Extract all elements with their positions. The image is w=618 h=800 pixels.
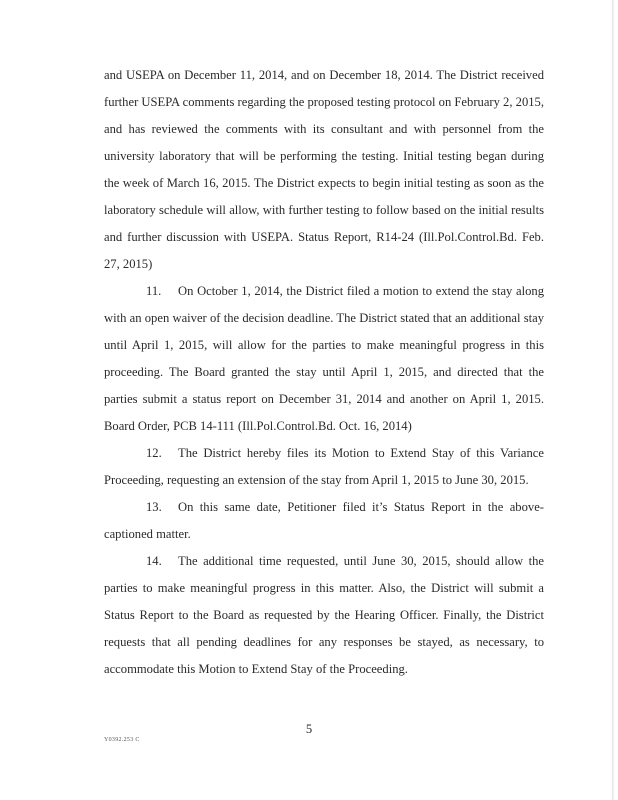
- document-code: Y0392.253 C: [104, 737, 140, 743]
- paragraph-14: [104, 548, 544, 683]
- paragraph-text: On October 1, 2014, the District filed a motion to extend the stay along with an open waiver of the decision deadline. The District stated that an additional stay until April 1, 2015, will allow for the parties to make meaningful progress in this proceeding. The Board granted the stay until April 1, 2015, and directed that the parties submit a status report on December 31, 2014 and another on April 1, 2015. Board Order, PCB 14-111 (Ill.Pol.Control.Bd. Oct. 16, 2014): [104, 284, 544, 433]
- paragraph-text: On this same date, Petitioner filed it’s Status Report in the above-captioned matter.: [104, 500, 544, 541]
- paragraph-13: [104, 494, 544, 548]
- page-number: 5: [305, 722, 313, 736]
- paragraph-text: The District hereby files its Motion to Extend Stay of this Variance Proceeding, requesting an extension of the stay from April 1, 2015 to June 30, 2015.: [104, 446, 544, 487]
- paragraph-number: 14.: [146, 554, 162, 568]
- paragraph-text: The additional time requested, until June 30, 2015, should allow the parties to make meaningful progress in this matter. Also, the District will submit a Status Report to the Board as requested by the Hearing Officer. Finally, the District requests that all pending deadlines for any responses be stayed, as necessary, to accommodate this Motion to Extend Stay of the Proceeding.: [104, 554, 544, 676]
- paragraph-12: [104, 440, 544, 494]
- document-body: [104, 62, 544, 683]
- paragraph-number: 12.: [146, 446, 162, 460]
- page-edge-shadow: [612, 0, 614, 800]
- paragraph-11: [104, 278, 544, 440]
- opening-paragraph: and USEPA on December 11, 2014, and on December 18, 2014. The District received further USEPA comments regarding the proposed testing protocol on February 2, 2015, and has reviewed the comments with its consultant and with personnel from the university laboratory that will be performing the testing. Initial testing began during the week of March 16, 2015. The District expects to begin initial testing as soon as the laboratory schedule will allow, with further testing to follow based on the initial results and further discussion with USEPA. Status Report, R14-24 (Ill.Pol.Control.Bd. Feb. 27, 2015): [104, 68, 544, 271]
- paragraph-number: 11.: [146, 284, 162, 298]
- paragraph-number: 13.: [146, 500, 162, 514]
